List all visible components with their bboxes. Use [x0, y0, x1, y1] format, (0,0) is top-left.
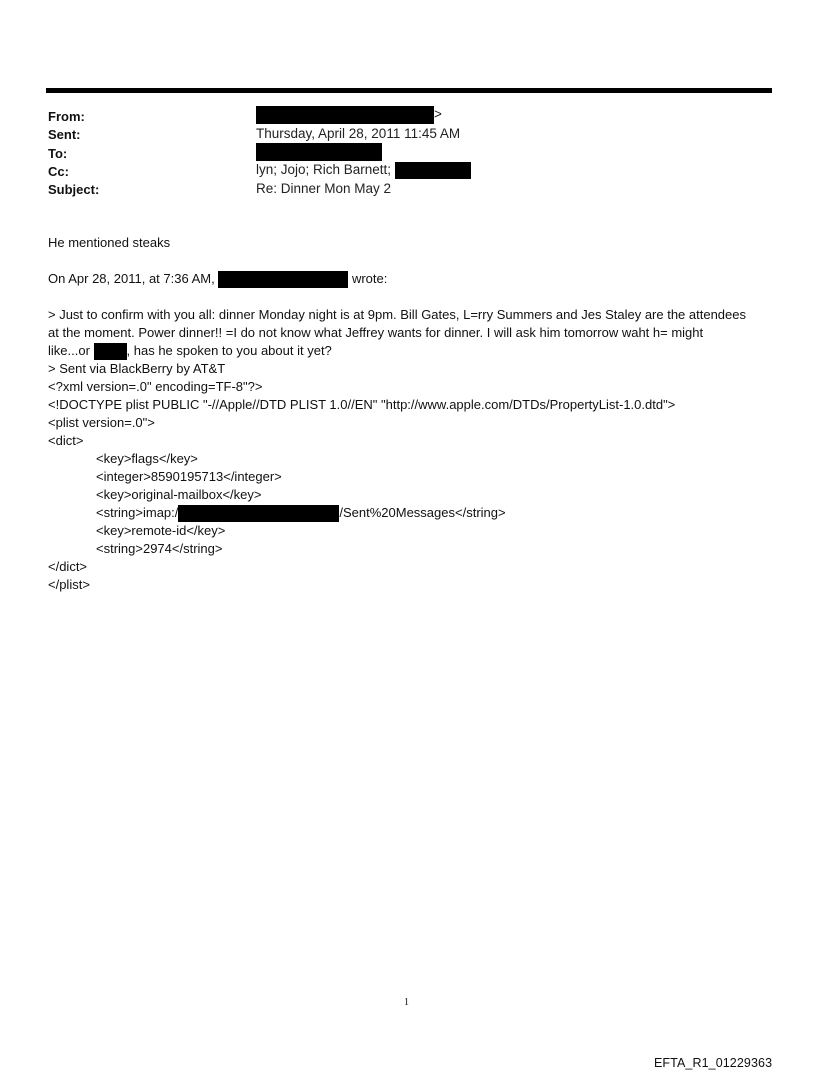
from-suffix: >	[434, 106, 442, 122]
quote-intro-suffix: wrote:	[351, 271, 388, 286]
to-value	[256, 143, 382, 161]
cc-value	[256, 162, 471, 179]
reply-line: He mentioned steaks	[48, 235, 171, 250]
redaction-box	[218, 271, 348, 288]
document-id: EFTA_R1_01229363	[654, 1056, 773, 1070]
quoted-line: > Sent via BlackBerry by AT&T	[48, 361, 226, 376]
redaction-box	[256, 106, 434, 124]
subject-value: Re: Dinner Mon May 2	[256, 181, 392, 196]
from-label: From:	[48, 109, 85, 124]
xml-line: <string>2974</string>	[96, 541, 223, 556]
xml-line-suffix: /Sent%20Messages</string>	[339, 505, 506, 520]
redaction-box	[94, 343, 127, 360]
xml-line-prefix: <string>imap:/	[96, 505, 179, 520]
xml-line: </dict>	[48, 559, 88, 574]
xml-line: <plist version=.0">	[48, 415, 155, 430]
xml-line: <dict>	[48, 433, 84, 448]
sent-value: Thursday, April 28, 2011 11:45 AM	[256, 126, 461, 141]
xml-line: <key>flags</key>	[96, 451, 198, 466]
subject-label: Subject:	[48, 182, 100, 197]
xml-line: </plist>	[48, 577, 90, 592]
redaction-box	[178, 505, 339, 522]
cc-names: lyn; Jojo; Rich Barnett;	[256, 162, 392, 178]
sent-label: Sent:	[48, 127, 81, 142]
quote-intro-prefix: On Apr 28, 2011, at 7:36 AM,	[48, 271, 215, 286]
xml-line: <key>remote-id</key>	[96, 523, 226, 538]
quoted-line: > Just to confirm with you all: dinner Monday night is at 9pm. Bill Gates, L=rry Summers and Jes Staley are the attendees	[48, 307, 747, 322]
xml-line: <key>original-mailbox</key>	[96, 487, 262, 502]
redaction-box	[256, 143, 382, 161]
quoted-line	[48, 342, 332, 360]
quoted-line-suffix: , has he spoken to you about it yet?	[126, 343, 332, 358]
quote-intro	[48, 270, 387, 288]
quoted-line: at the moment. Power dinner!! =I do not know what Jeffrey wants for dinner. I will ask him tomorrow waht h= might	[48, 325, 704, 340]
to-label: To:	[48, 146, 68, 161]
header-rule	[46, 88, 772, 93]
cc-label: Cc:	[48, 164, 69, 179]
xml-line: <!DOCTYPE plist PUBLIC "-//Apple//DTD PLIST 1.0//EN" "http://www.apple.com/DTDs/PropertyList-1.0.dtd">	[48, 397, 676, 412]
page-number: 1	[404, 997, 409, 1008]
xml-line: <integer>8590195713</integer>	[96, 469, 282, 484]
from-value	[256, 106, 442, 124]
redaction-box	[395, 162, 471, 179]
xml-line	[48, 504, 506, 522]
xml-line: <?xml version=.0" encoding=TF-8"?>	[48, 379, 263, 394]
quoted-line-prefix: like...or	[48, 343, 90, 358]
